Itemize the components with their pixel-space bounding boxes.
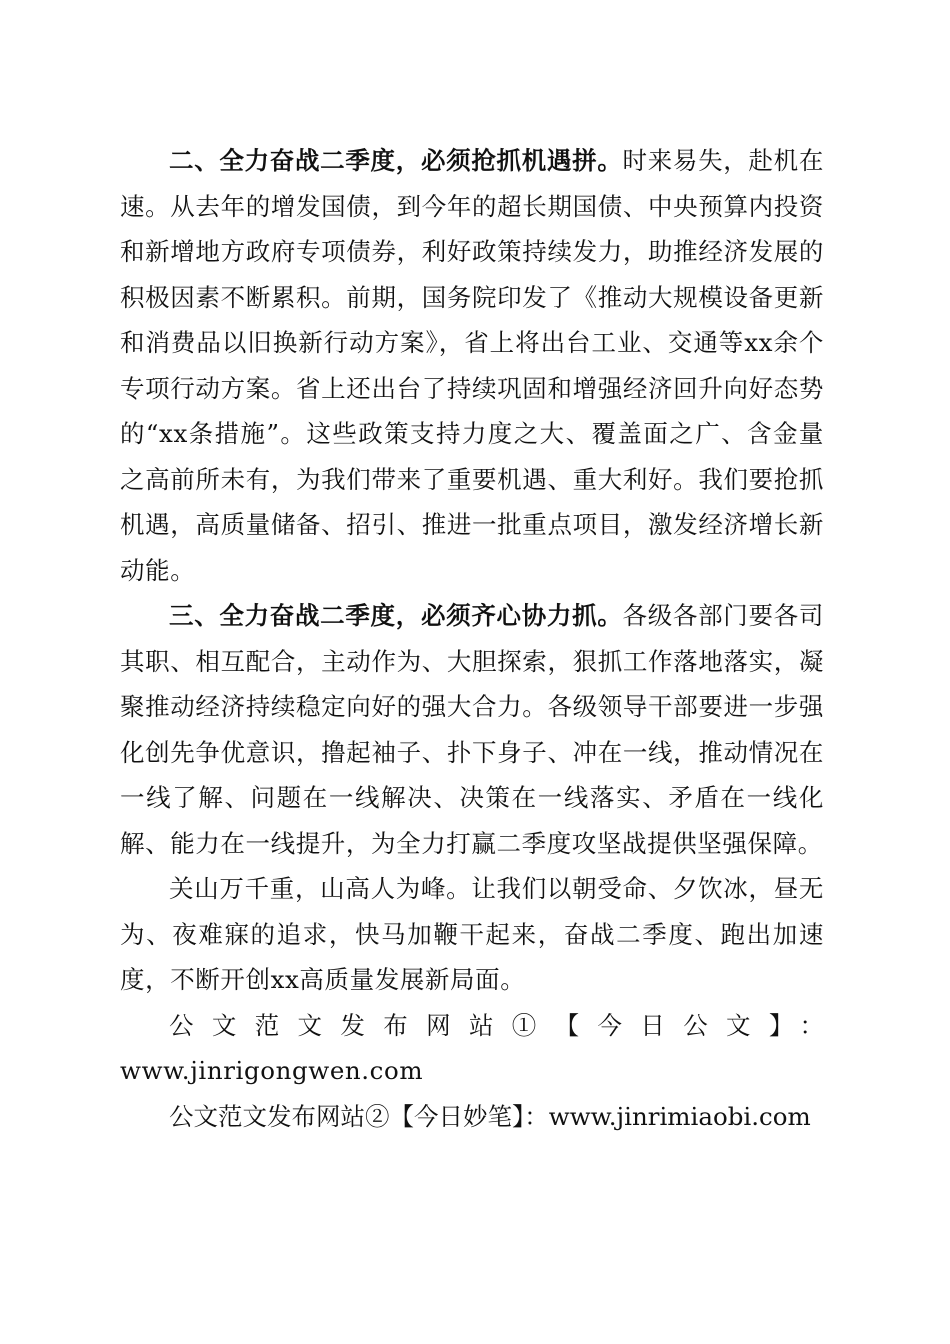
- section-heading-two: 二、全力奋战二季度，必须抢抓机遇拼。: [169, 146, 623, 175]
- paragraph-work-together: [120, 593, 824, 866]
- footer-site-two-label: 公文范文发布网站②【今日妙笔】：: [169, 1101, 549, 1131]
- footer-site-two-url[interactable]: www.jinrimiaobi.com: [548, 1101, 811, 1131]
- paragraph-closing: [120, 866, 824, 1003]
- footer-site-one: [120, 1003, 824, 1094]
- footer-site-one-label: 公文范文发布网站①【今日公文】：: [169, 1010, 824, 1040]
- document-page: [120, 138, 824, 1139]
- paragraph-body: 各级各部门要各司其职、相互配合，主动作为、大胆探索，狠抓工作落地落实，凝聚推动经济持续稳定向好的强大合力。各级领导干部要进一步强化创先争优意识，撸起袖子、扑下身子、冲在一线，推动情况在一线了解、问题在一线解决、决策在一线落实、矛盾在一线化解、能力在一线提升，为全力打赢二季度攻坚战提供坚强保障。: [120, 601, 824, 858]
- section-heading-three: 三、全力奋战二季度，必须齐心协力抓。: [169, 601, 623, 630]
- paragraph-body: 关山万千重，山高人为峰。让我们以朝受命、夕饮冰，昼无为、夜难寐的追求，快马加鞭干起来，奋战二季度、跑出加速度，不断开创xx高质量发展新局面。: [120, 874, 824, 994]
- footer-site-one-url[interactable]: www.jinrigongwen.com: [120, 1056, 424, 1085]
- footer-site-two: [120, 1094, 824, 1140]
- paragraph-body: 时来易失，赴机在速。从去年的增发国债，到今年的超长期国债、中央预算内投资和新增地方政府专项债券，利好政策持续发力，助推经济发展的积极因素不断累积。前期，国务院印发了《推动大规模设备更新和消费品以旧换新行动方案》，省上将出台工业、交通等xx余个专项行动方案。省上还出台了持续巩固和增强经济回升向好态势的“xx条措施”。这些政策支持力度之大、覆盖面之广、含金量之高前所未有，为我们带来了重要机遇、重大利好。我们要抢抓机遇，高质量储备、招引、推进一批重点项目，激发经济增长新动能。: [120, 146, 824, 585]
- paragraph-seize-opportunities: [120, 138, 824, 593]
